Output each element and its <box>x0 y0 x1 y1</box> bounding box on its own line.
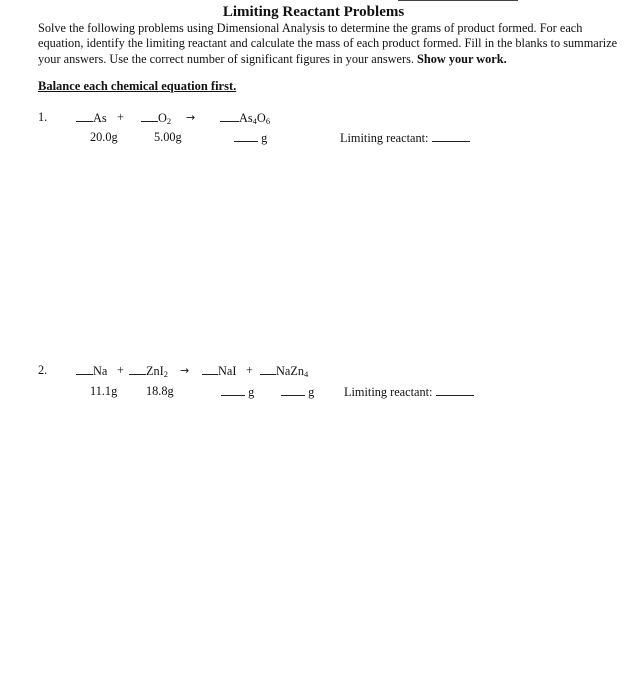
product-mass-answer-nazn4 <box>281 384 314 400</box>
mass-na: 11.1g <box>90 384 118 398</box>
coefficient-blank[interactable] <box>220 110 239 122</box>
plus-sign: + <box>246 363 253 377</box>
formula-part: O <box>256 111 266 125</box>
limiting-label: Limiting reactant: <box>344 385 433 399</box>
reactant-o2 <box>141 110 171 126</box>
product-nazn4 <box>260 363 308 379</box>
answer-blank[interactable] <box>281 384 305 396</box>
coefficient-blank[interactable] <box>129 363 146 375</box>
header-rule <box>398 0 518 1</box>
instructions-emphasis: Show your work. <box>417 51 507 66</box>
formula-o: O <box>158 111 167 125</box>
limiting-label: Limiting reactant: <box>340 131 429 145</box>
formula-subscript: 6 <box>265 116 271 126</box>
limiting-answer-blank[interactable] <box>436 384 474 396</box>
limiting-reactant <box>344 384 474 400</box>
answer-blank[interactable] <box>234 130 258 142</box>
formula-as: As <box>93 111 107 125</box>
mass-as: 20.0g <box>90 130 118 144</box>
plus-sign: + <box>117 110 124 124</box>
formula-part: As <box>239 111 253 125</box>
coefficient-blank[interactable] <box>76 363 93 375</box>
formula-subscript: 2 <box>166 116 172 126</box>
problem-number: 1. <box>38 110 48 124</box>
instructions-text: Solve the following problems using Dimensional Analysis to determine the grams of product formed. For each equation, identify the limiting reactant and calculate the mass of each product formed. Fill in the blanks to summarize your answers. Use the correct number of significant figures in your answers. <box>38 21 618 66</box>
reactant-zni2 <box>129 363 168 379</box>
unit-label: g <box>248 385 255 399</box>
plus-sign: + <box>117 363 124 377</box>
coefficient-blank[interactable] <box>76 110 93 122</box>
reaction-arrow: → <box>180 364 190 377</box>
reactant-as <box>76 110 107 126</box>
limiting-answer-blank[interactable] <box>432 130 470 142</box>
instructions <box>38 21 618 67</box>
formula-nazn: NaZn <box>276 364 304 378</box>
limiting-reactant <box>340 130 470 146</box>
coefficient-blank[interactable] <box>260 363 276 375</box>
formula-zni: ZnI <box>146 364 164 378</box>
product-mass-answer <box>234 130 267 146</box>
formula-na: Na <box>93 364 108 378</box>
formula-subscript: 4 <box>252 116 257 126</box>
unit-label: g <box>261 131 268 145</box>
formula-subscript: 2 <box>163 369 169 379</box>
product-nai <box>202 363 236 379</box>
section-heading: Balance each chemical equation first. <box>38 79 237 93</box>
unit-label: g <box>308 385 315 399</box>
product-as4o6 <box>220 110 270 126</box>
coefficient-blank[interactable] <box>202 363 218 375</box>
formula-subscript: 4 <box>304 369 309 379</box>
formula-nai: NaI <box>218 364 237 378</box>
reactant-na <box>76 363 107 379</box>
answer-blank[interactable] <box>221 384 245 396</box>
mass-zni2: 18.8g <box>146 384 174 398</box>
product-mass-answer-nai <box>221 384 254 400</box>
reaction-arrow: → <box>186 111 196 124</box>
page-title: Limiting Reactant Problems <box>222 4 405 20</box>
mass-o2: 5.00g <box>154 130 182 144</box>
coefficient-blank[interactable] <box>141 110 158 122</box>
problem-number: 2. <box>38 363 48 377</box>
